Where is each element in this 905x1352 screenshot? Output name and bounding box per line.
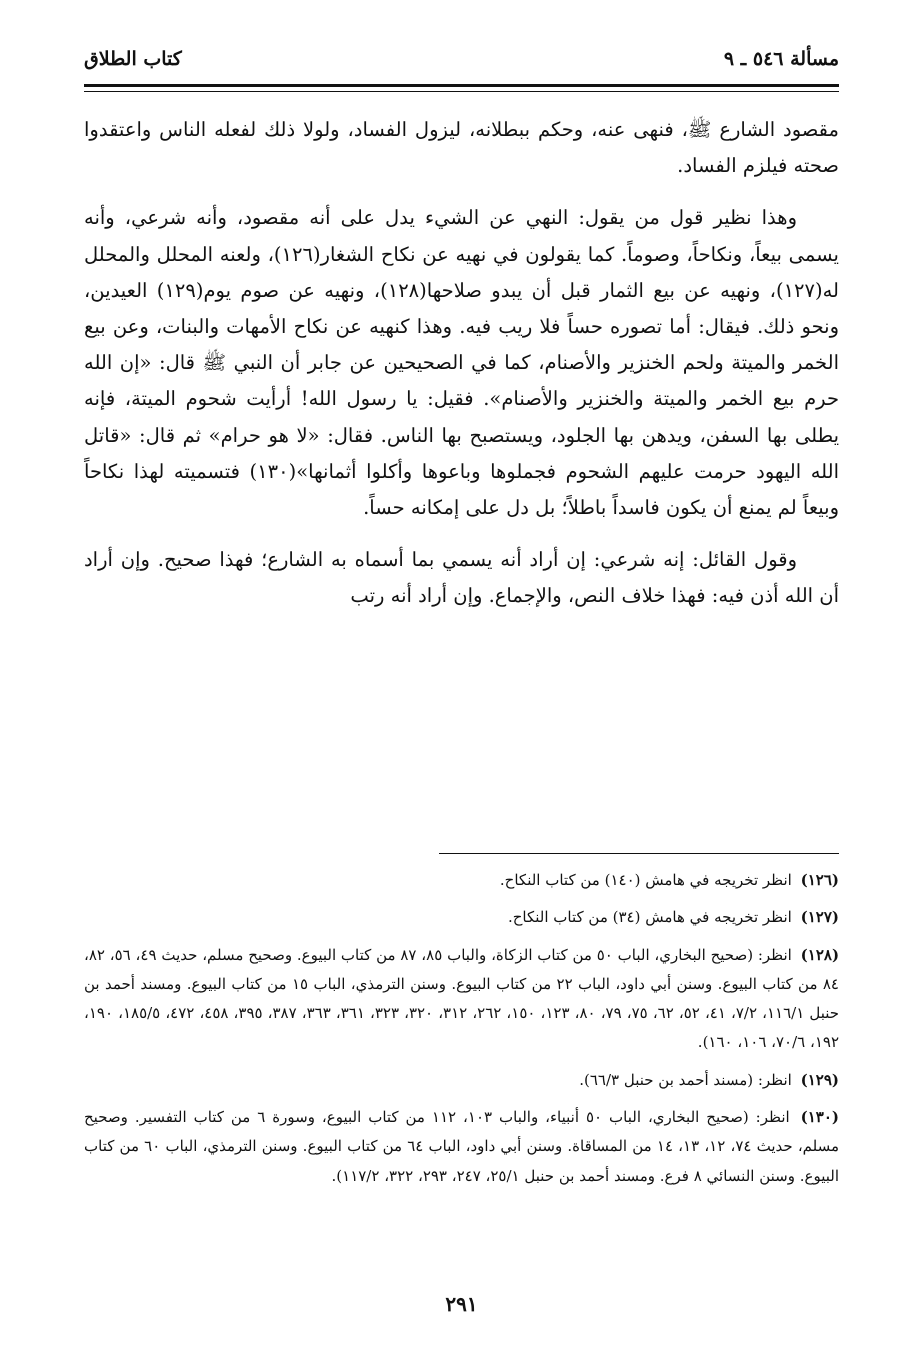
- footnote-text: انظر: (صحيح البخاري، الباب ٥٠ أنبياء، والباب ١٠٣، ١١٢ من كتاب البيوع، وسورة ٦ من كتاب التفسير. وصحيح مسلم، حديث ٧٤، ١٢، ١٣، ١٤ من المساقاة. وسنن أبي داود، الباب ٦٤ من كتاب البيوع. وسنن الترمذي، الباب ٦٠ من كتاب البيوع. وسنن النسائي ٨ فرع. ومسند أحمد بن حنبل ٢٥/١، ٢٤٧، ٢٩٣، ٣٢٢، ١١٧/٢).: [84, 1108, 840, 1185]
- footnote-number: (١٢٩): [800, 1070, 839, 1089]
- paragraph: وهذا نظير قول من يقول: النهي عن الشيء يدل على أنه مقصود، وأنه شرعي، وأنه يسمى بيعاً، ونكاحاً، وصوماً. كما يقولون في نهيه عن نكاح الشغار(١٢٦)، ولعنه المحلل والمحلل له(١٢٧)، ونهيه عن بيع الثمار قبل أن يبدو صلاحها(١٢٨)، ونهيه عن صوم يوم(١٢٩) العيدين، ونحو ذلك. فيقال: أما تصوره حساً فلا ريب فيه. وهذا كنهيه عن نكاح الأمهات والبنات، وعن بيع الخمر والميتة ولحم الخنزير والأصنام، كما في الصحيحين عن جابر أن النبي ﷺ قال: «إن الله حرم بيع الخمر والميتة والخنزير والأصنام». فقيل: يا رسول الله! أرأيت شحوم الميتة، فإنه يطلى بها السفن، ويدهن بها الجلود، ويستصبح بها الناس. فقال: «لا هو حرام» ثم قال: «قاتل الله اليهود حرمت عليهم الشحوم فجملوها وباعوها وأكلوا أثمانها»(١٣٠) فتسميته لهذا نكاحاً وبيعاً لم يمنع أن يكون فاسداً باطلاً؛ بل دل على إمكانه حساً.: [84, 206, 840, 520]
- footnote-separator: [439, 853, 839, 854]
- footnotes: [84, 866, 839, 1199]
- footnote: [84, 903, 839, 932]
- footnote: [84, 1103, 839, 1191]
- footnote: [84, 1066, 839, 1095]
- running-header: [84, 40, 839, 80]
- book-page: [84, 40, 839, 1330]
- footnote: [84, 941, 839, 1058]
- footnote-text: انظر: (مسند أحمد بن حنبل ٦٦/٣).: [579, 1070, 792, 1089]
- footnote-number: (١٢٨): [800, 945, 840, 964]
- header-double-rule: [84, 84, 839, 92]
- footnote-text: انظر: (صحيح البخاري، الباب ٥٠ من كتاب الزكاة، والباب ٨٥، ٨٧ من كتاب البيوع. وصحيح مسلم، حديث ٤٩، ٥٦، ٨٢، ٨٤ من كتاب البيوع. وسنن أبي داود، الباب ٢٢ من كتاب البيوع. وسنن الترمذي، الباب ١٥ من كتاب البيوع. ومسند أحمد بن حنبل ١١٦/١، ٧/٢، ٤١، ٥٢، ٦٢، ٧٥، ٧٩، ٨٠، ١٢٣، ١٥٠، ٢٦٢، ٣١٢، ٣٢٠، ٣٢٣، ٣٦١، ٣٦٣، ٣٨٧، ٣٩٥، ٤٥٨، ٤٧٢، ١٨٥/٥، ١٩٠، ١٩٢، ٧٠/٦، ١٠٦، ١٦٠).: [84, 945, 840, 1052]
- footnote: [84, 866, 839, 895]
- paragraph: وقول القائل: إنه شرعي: إن أراد أنه يسمي بما أسماه به الشارع؛ فهذا صحيح. وإن أراد أن الله أذن فيه: فهذا خلاف النص، والإجماع. وإن أراد أنه رتب: [84, 548, 839, 608]
- main-text: [84, 112, 839, 631]
- page-number: ٢٩١: [445, 1292, 478, 1316]
- paragraph: مقصود الشارع ﷺ، فنهى عنه، وحكم ببطلانه، ليزول الفساد، ولولا ذلك لفعله الناس واعتقدوا صحته فيلزم الفساد.: [84, 118, 839, 178]
- footnote-number: (١٢٦): [800, 871, 839, 889]
- footnote-number: (١٢٧): [800, 908, 839, 927]
- header-issue-number: مسألة ٥٤٦ ـ ٩: [723, 48, 839, 70]
- footnote-text: انظر تخريجه في هامش (١٤٠) من كتاب النكاح.: [499, 871, 792, 889]
- footnote-number: (١٣٠): [800, 1108, 840, 1127]
- header-book-title: كتاب الطلاق: [84, 48, 182, 70]
- footnote-text: انظر تخريجه في هامش (٣٤) من كتاب النكاح.: [507, 908, 792, 927]
